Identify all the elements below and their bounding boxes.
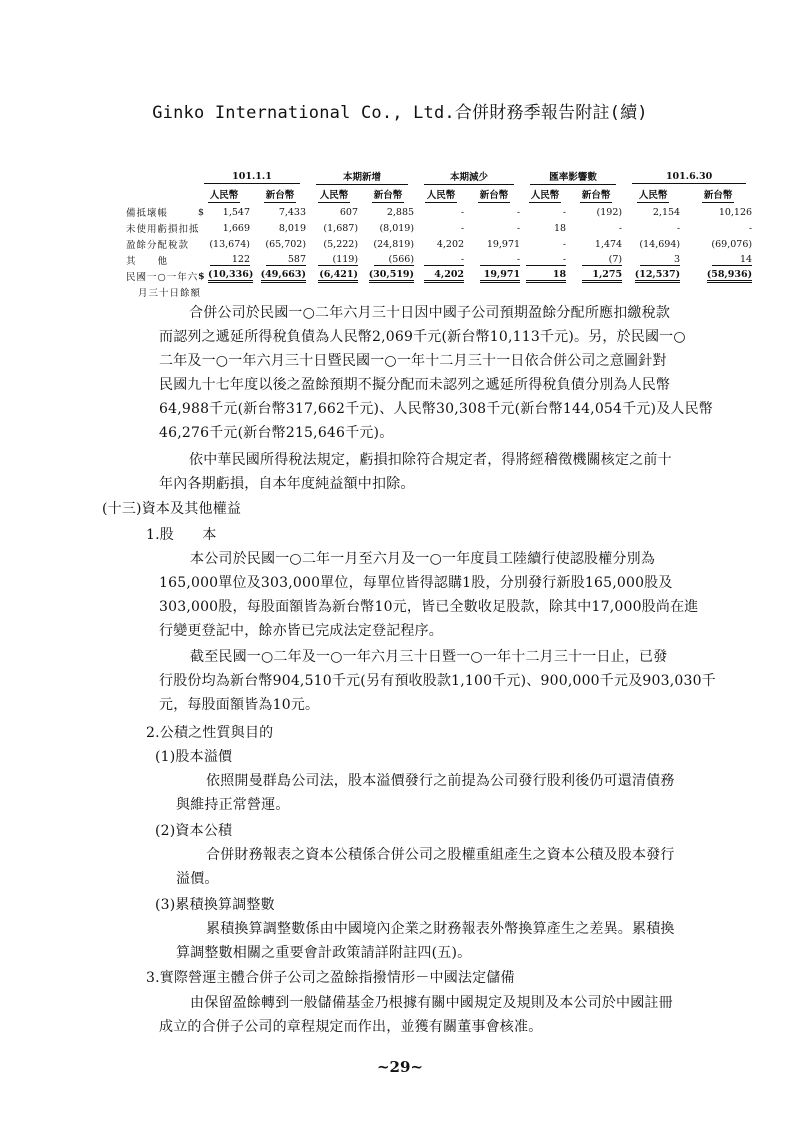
paragraph	[0, 843, 675, 891]
cell: -	[522, 252, 568, 268]
cell: 19,971	[486, 238, 521, 250]
column-header: 新台幣	[682, 186, 754, 204]
column-header: 新台幣	[360, 186, 416, 204]
text-line: 元，每股面額皆為10元。	[159, 697, 320, 713]
table-row	[124, 236, 754, 252]
column-header: 人民幣	[416, 186, 466, 204]
cell: 2,885	[386, 206, 415, 218]
cell: (7)	[568, 252, 624, 268]
cell: (65,702)	[265, 238, 307, 250]
row-label: 備抵壞帳	[126, 208, 169, 219]
column-header: 人民幣	[196, 186, 252, 204]
text-line: 依照開曼群島公司法，股本溢價發行之前提為公司發行股利後仍可還清債務	[206, 773, 675, 789]
cell: 4,202	[416, 268, 466, 284]
text-line: 行股份均為新台幣904,510千元(另有預收股款1,100千元)、900,000千元及903,030千	[159, 673, 716, 689]
cell: (5,222)	[323, 238, 359, 250]
cell: 18	[522, 268, 568, 284]
cell: 14	[682, 252, 754, 268]
column-header: 新台幣	[568, 186, 624, 204]
cell: (8,019)	[379, 222, 415, 234]
cell: 607	[339, 206, 359, 218]
cell: -	[516, 206, 521, 218]
cell: (1,687)	[323, 222, 359, 234]
column-header: 人民幣	[624, 186, 682, 204]
cell: 4,202	[436, 238, 465, 250]
text-line: 64,988千元(新台幣317,662千元)、人民幣30,308千元(新台幣144,054千元)及人民幣	[159, 401, 714, 417]
cell: -	[748, 222, 753, 234]
cell: -	[562, 206, 567, 218]
text-line: 成立的合併子公司的章程規定而作出，並獲有關董事會核准。	[159, 1019, 543, 1035]
cell: 10,126	[718, 206, 753, 218]
text-line: 算調整數相關之重要會計政策請詳附註四(五)。	[176, 945, 472, 961]
cell: (49,663)	[252, 268, 308, 284]
paragraph	[0, 301, 713, 445]
currency-sign: $	[198, 206, 205, 218]
cell: (24,819)	[373, 238, 415, 250]
cell: 1,547	[222, 206, 250, 218]
currency-sign: $	[198, 270, 205, 282]
currency-sign	[196, 236, 206, 252]
text-line: 165,000單位及303,000單位，每單位皆得認購1股，分別發行新股165,000股及	[159, 575, 673, 591]
cell: (30,519)	[360, 268, 416, 284]
text-line: 由保留盈餘轉到一般儲備基金乃根據有關中國規定及規則及本公司於中國註冊	[190, 995, 673, 1011]
table-group-header-row	[124, 168, 754, 186]
text-line: 溢價。	[176, 871, 219, 887]
section-heading: (十三)資本及其他權益	[102, 501, 242, 517]
row-label: 未使用虧損扣抵	[126, 224, 200, 235]
deferred-tax-table	[124, 168, 754, 300]
text-line: 與維持正常營運。	[176, 797, 290, 813]
row-label: 盈餘分配稅款	[126, 240, 190, 251]
currency-sign	[196, 252, 206, 268]
page-number: ~29~	[376, 1058, 423, 1076]
paragraph	[0, 991, 673, 1039]
cell: 1,275	[568, 268, 624, 284]
text-line: 截至民國一○二年及一○一年六月三十日暨一○一年十二月三十一日止，已發	[190, 649, 668, 665]
group-header: 101.1.1	[196, 168, 308, 186]
cell: (58,936)	[682, 268, 754, 284]
group-header: 101.6.30	[624, 168, 754, 186]
cell: (13,674)	[209, 238, 250, 250]
text-line: 合併公司於民國一○二年六月三十日因中國子公司預期盈餘分配所應扣繳稅款	[189, 305, 671, 321]
table-row	[124, 252, 754, 268]
paragraph	[0, 917, 675, 965]
table-row	[124, 204, 754, 220]
cell: (10,336)	[206, 268, 252, 284]
cell: -	[516, 222, 521, 234]
page-title: Ginko International Co., Ltd.合併財務季報告附註(續)	[152, 103, 648, 123]
cell: (566)	[360, 252, 416, 268]
cell: 1,474	[594, 238, 623, 250]
text-line: 行變更登記中，餘亦皆已完成法定登記程序。	[159, 623, 443, 639]
row-label: 月三十日餘額	[138, 288, 202, 299]
paragraph	[0, 547, 699, 643]
cell: (69,076)	[711, 238, 753, 250]
cell: -	[562, 238, 567, 250]
cell: (192)	[596, 206, 623, 218]
paragraph	[0, 645, 716, 717]
cell: -	[618, 222, 623, 234]
cell: -	[676, 222, 681, 234]
paragraph	[0, 769, 675, 817]
cell: 19,971	[466, 268, 522, 284]
cell: 7,433	[278, 206, 307, 218]
cell: (14,694)	[639, 238, 681, 250]
subsection-heading: 2.公積之性質與目的	[146, 725, 274, 741]
cell: 587	[252, 252, 308, 268]
cell: 18	[553, 222, 567, 234]
text-line: 年內各期虧損，自本年度純益額中扣除。	[159, 476, 415, 492]
column-header: 人民幣	[308, 186, 360, 204]
column-header: 新台幣	[466, 186, 522, 204]
table-row-label-continuation	[124, 284, 754, 300]
cell: (119)	[308, 252, 360, 268]
cell: 8,019	[278, 222, 307, 234]
cell: -	[460, 206, 465, 218]
group-header: 匯率影響數	[522, 168, 624, 186]
row-label: 其 他	[126, 256, 169, 267]
cell: (12,537)	[624, 268, 682, 284]
group-header: 本期減少	[416, 168, 522, 186]
text-line: 合併財務報表之資本公積係合併公司之股權重組產生之資本公積及股本發行	[206, 847, 675, 863]
cell: 2,154	[652, 206, 681, 218]
table-row	[124, 220, 754, 236]
paragraph	[0, 448, 672, 496]
item-heading: (3)累積換算調整數	[155, 897, 275, 913]
text-line: 而認列之遞延所得稅負債為人民幣2,069千元(新台幣10,113千元)。另，於民國一○	[159, 329, 686, 345]
subsection-heading: 3.實際營運主體合併子公司之盈餘指撥情形－中國法定儲備	[146, 970, 515, 986]
text-line: 46,276千元(新台幣215,646千元)。	[159, 425, 394, 441]
row-label: 民國一○一年六	[126, 272, 199, 283]
table-total-row	[124, 268, 754, 284]
cell: -	[466, 252, 522, 268]
subsection-heading: 1.股 本	[146, 527, 217, 543]
item-heading: (2)資本公積	[155, 823, 233, 839]
column-header: 新台幣	[252, 186, 308, 204]
cell: 1,669	[222, 222, 250, 234]
table-subheader-row	[124, 186, 754, 204]
text-line: 依中華民國所得稅法規定，虧損扣除符合規定者，得將經稽徵機關核定之前十	[189, 452, 672, 468]
text-line: 303,000股，每股面額皆為新台幣10元，皆已全數收足股款，除其中17,000股尚在進	[159, 599, 699, 615]
cell: -	[416, 252, 466, 268]
cell: -	[460, 222, 465, 234]
text-line: 二年及一○一年六月三十日暨民國一○一年十二月三十一日依合併公司之意圖針對	[159, 353, 667, 369]
text-line: 民國九十七年度以後之盈餘預期不擬分配而未認列之遞延所得稅負債分別為人民幣	[159, 377, 671, 393]
item-heading: (1)股本溢價	[155, 749, 233, 765]
text-line: 累積換算調整數係由中國境內企業之財務報表外幣換算產生之差異。累積換	[206, 921, 675, 937]
group-header: 本期新增	[308, 168, 416, 186]
column-header: 人民幣	[522, 186, 568, 204]
cell: 3	[624, 252, 682, 268]
cell: (6,421)	[308, 268, 360, 284]
text-line: 本公司於民國一○二年一月至六月及一○一年度員工陸續行使認股權分別為	[190, 551, 656, 567]
cell: 122	[206, 252, 252, 268]
